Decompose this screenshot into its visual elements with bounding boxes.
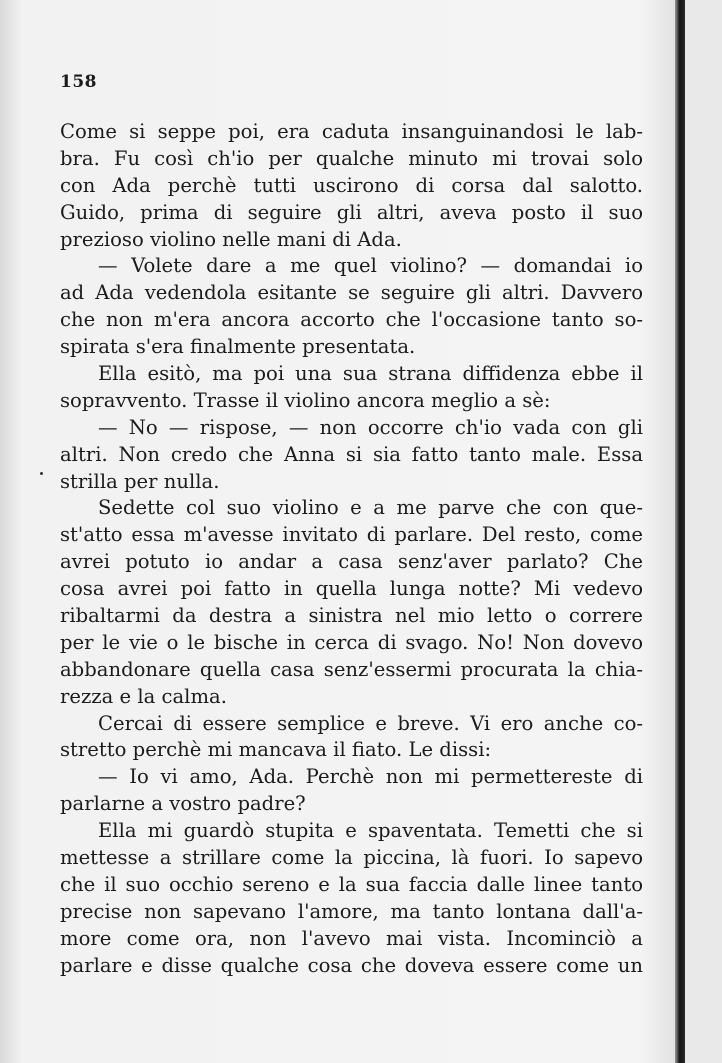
book-gutter [675, 0, 685, 1063]
text-line: Cercai di essere semplice e breve. Vi ero anche co- [98, 711, 643, 735]
text-line: sopravvento. Trasse il violino ancora meglio a sè: [60, 388, 551, 412]
text-line: Come si seppe poi, era caduta insanguinandosi le lab- [60, 120, 643, 143]
page-number: 158 [60, 72, 97, 92]
text-line: mettesse a strillare come la piccina, là fuori. Io sapevo [60, 846, 643, 870]
text-line: cosa avrei poi fatto in quella lunga notte? Mi vedevo [60, 577, 643, 601]
text-line: bra. Fu così ch'io per qualche minuto mi trovai solo [60, 146, 643, 170]
text-line: con Ada perchè tutti uscirono di corsa dal salotto. [60, 173, 643, 197]
text-line: — No — rispose, — non occorre ch'io vada con gli [98, 415, 643, 439]
text-line: per le vie o le bische in cerca di svago. No! Non dovevo [60, 630, 643, 654]
text-line: Guido, prima di seguire gli altri, aveva posto il suo [60, 200, 643, 224]
text-line: strilla per nulla. [60, 469, 220, 493]
text-line: avrei potuto io andar a casa senz'aver parlato? Che [60, 550, 643, 574]
text-line: Sedette col suo violino e a me parve che con que- [98, 496, 643, 520]
text-line: che non m'era ancora accorto che l'occasione tanto so- [60, 308, 643, 332]
text-line: st'atto essa m'avesse invitato di parlare. Del resto, come [60, 523, 643, 547]
text-line: parlare e disse qualche cosa che doveva essere come un [60, 953, 643, 977]
text-line: che il suo occhio sereno e la sua faccia dalle linee tanto [60, 872, 643, 896]
text-line: rezza e la calma. [60, 684, 227, 708]
text-line: abbandonare quella casa senz'essermi procurata la chia- [60, 657, 643, 681]
text-line: Ella esitò, ma poi una sua strana diffidenza ebbe il [98, 362, 643, 386]
text-line: more come ora, non l'avevo mai vista. Incominciò a [60, 926, 643, 950]
text-line: Ella mi guardò stupita e spaventata. Temetti che si [98, 819, 643, 843]
text-line: spirata s'era finalmente presentata. [60, 335, 416, 359]
text-line: — Io vi amo, Ada. Perchè non mi permettereste di [98, 765, 643, 789]
text-line: precise non sapevano l'amore, ma tanto lontana dall'a- [60, 899, 643, 923]
text-line: prezioso violino nelle mani di Ada. [60, 227, 402, 251]
print-speck [40, 472, 43, 475]
book-page-right-edge [685, 0, 722, 1063]
body-text [60, 119, 643, 980]
text-line: parlarne a vostro padre? [60, 792, 306, 816]
text-line: altri. Non credo che Anna si sia fatto tanto male. Essa [60, 442, 643, 466]
text-line: ad Ada vedendola esitante se seguire gli altri. Davvero [60, 281, 643, 305]
text-line: — Volete dare a me quel violino? — domandai io [98, 254, 643, 278]
text-line: ribaltarmi da destra a sinistra nel mio letto o correre [60, 604, 643, 628]
text-line: stretto perchè mi mancava il fiato. Le dissi: [60, 738, 492, 762]
